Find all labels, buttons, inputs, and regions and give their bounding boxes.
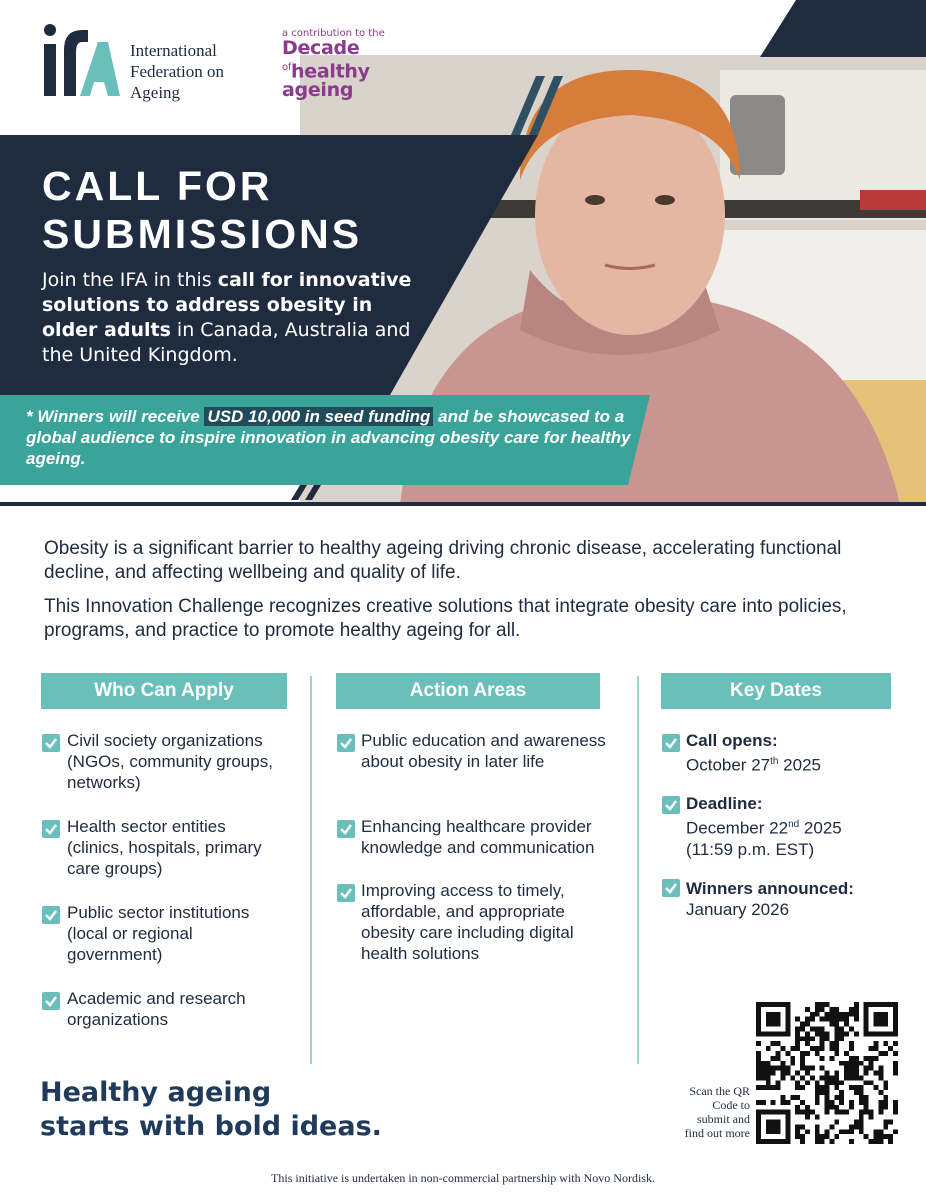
banner-pre: * Winners will receive bbox=[26, 407, 205, 426]
title-line: CALL FOR bbox=[42, 163, 273, 209]
decade-tagline: a contribution to the bbox=[282, 28, 385, 39]
checkbox-icon bbox=[662, 879, 680, 897]
checkbox-icon bbox=[42, 992, 60, 1010]
decade-logo bbox=[282, 28, 385, 100]
banner-post: and be showcased to a global audience to inspire innovation in advancing obesity care for healthy ageing. bbox=[26, 407, 631, 468]
date-label: Winners announced: bbox=[686, 879, 854, 898]
checkbox-icon bbox=[662, 796, 680, 814]
date-suffix: th bbox=[770, 756, 779, 767]
list-item: Improving access to timely, affordable, and appropriate obesity care including digital health solutions bbox=[361, 881, 574, 963]
list-item: Civil society organizations (NGOs, community groups, networks) bbox=[67, 731, 273, 792]
description-paragraph: Obesity is a significant barrier to healthy ageing driving chronic disease, accelerating functional decline, and affecting wellbeing and quality of life. bbox=[44, 538, 842, 583]
date-value: January 2026 bbox=[686, 900, 790, 919]
checkbox-icon bbox=[42, 906, 60, 924]
decade-word: Decade bbox=[282, 37, 360, 59]
date-entry bbox=[686, 878, 906, 920]
list-item: Public education and awareness about obesity in later life bbox=[361, 731, 606, 771]
checkbox-icon bbox=[337, 884, 355, 902]
intro-pre: Join the IFA in this bbox=[42, 269, 218, 291]
date-year: 2025 bbox=[799, 818, 842, 838]
org-name-line: Ageing bbox=[130, 83, 181, 102]
intro-text bbox=[42, 268, 422, 368]
list-item: Academic and research organizations bbox=[67, 989, 246, 1029]
list-item: Health sector entities (clinics, hospitals, primary care groups) bbox=[67, 817, 262, 878]
date-entry bbox=[686, 793, 906, 860]
tagline-line: Healthy ageing bbox=[40, 1077, 272, 1108]
tagline-line: starts with bold ideas. bbox=[40, 1111, 382, 1142]
qr-instructions: Scan the QR Code to submit and find out more bbox=[684, 1084, 750, 1140]
intro-post: in Canada, Australia and the United Kingdom. bbox=[42, 319, 411, 366]
org-name bbox=[130, 40, 224, 103]
title-line: SUBMISSIONS bbox=[42, 211, 363, 257]
list-item: Enhancing healthcare provider knowledge and communication bbox=[361, 817, 595, 857]
date-value bbox=[686, 751, 906, 776]
qr-code-icon[interactable] bbox=[756, 1002, 898, 1144]
column-divider bbox=[310, 676, 312, 1064]
list-item: Public sector institutions (local or regional government) bbox=[67, 903, 250, 964]
checkbox-icon bbox=[662, 734, 680, 752]
partnership-note: This initiative is undertaken in non-commercial partnership with Novo Nordisk. bbox=[271, 1171, 655, 1185]
decade-ageing: ageing bbox=[282, 79, 354, 102]
decade-of: of bbox=[282, 62, 292, 73]
date-value bbox=[686, 814, 906, 839]
banner-highlight: USD 10,000 in seed funding bbox=[204, 407, 433, 426]
checkbox-icon bbox=[42, 820, 60, 838]
intro-bold: call for innovative solutions to address obesity in older adults bbox=[42, 269, 412, 341]
org-name-line: International bbox=[130, 41, 217, 60]
date-main: October 27 bbox=[686, 755, 771, 775]
date-main: December 22 bbox=[686, 818, 789, 838]
date-time: (11:59 p.m. EST) bbox=[686, 839, 815, 859]
checkbox-icon bbox=[337, 820, 355, 838]
org-name-line: Federation on bbox=[130, 62, 224, 81]
page-title bbox=[42, 162, 462, 258]
column-divider bbox=[637, 676, 639, 1064]
checkbox-icon bbox=[337, 734, 355, 752]
tagline bbox=[40, 1076, 382, 1144]
checkbox-icon bbox=[42, 734, 60, 752]
date-label: Deadline: bbox=[686, 794, 763, 813]
date-year: 2025 bbox=[778, 755, 821, 775]
date-label: Call opens: bbox=[686, 731, 778, 750]
funding-banner bbox=[26, 406, 666, 469]
decade-healthy: healthy bbox=[291, 60, 370, 83]
key-dates-heading: Key Dates bbox=[661, 673, 891, 709]
action-areas-heading: Action Areas bbox=[336, 673, 600, 709]
who-can-apply-heading: Who Can Apply bbox=[41, 673, 287, 709]
description-paragraph: This Innovation Challenge recognizes creative solutions that integrate obesity care into policies, programs, and practice to promote healthy ageing for all. bbox=[44, 596, 847, 641]
date-suffix: nd bbox=[788, 819, 800, 830]
date-entry bbox=[686, 730, 906, 776]
ifa-logo-icon bbox=[36, 20, 120, 100]
